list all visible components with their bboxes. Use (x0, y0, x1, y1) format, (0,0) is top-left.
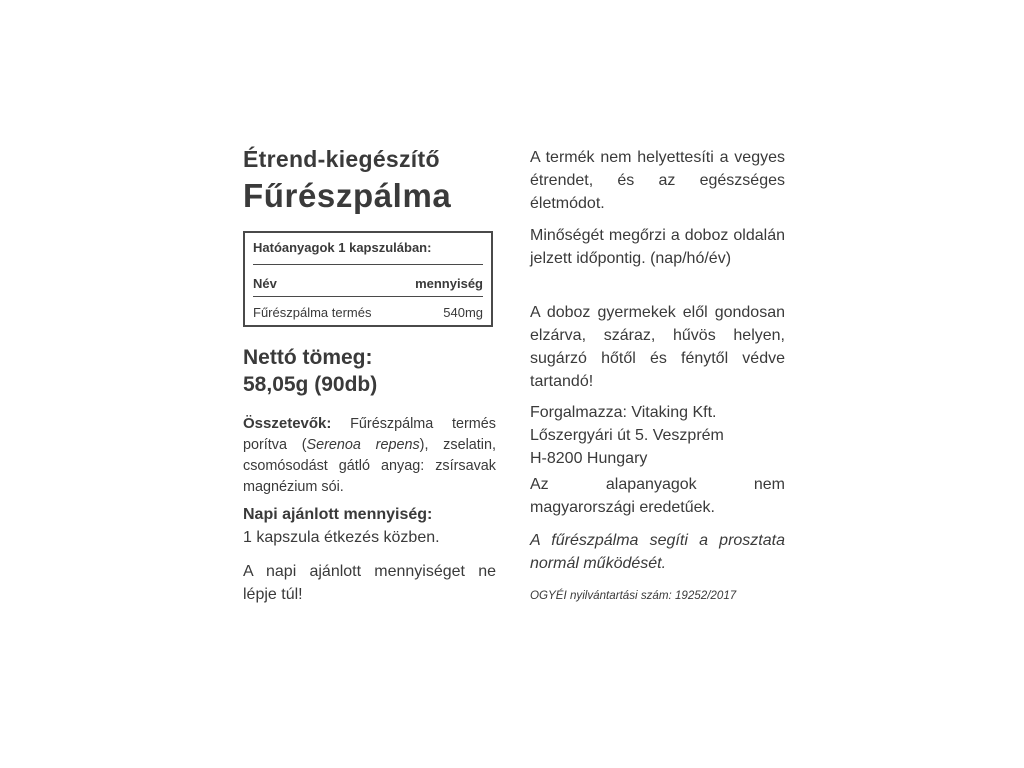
distributor (530, 401, 785, 470)
net-weight-value: 58,05g (90db) (243, 373, 378, 396)
diet-notice: A termék nem helyettesíti a vegyes étrendet, és az egészséges életmódot. (530, 149, 785, 212)
column-amount: mennyiség (415, 276, 483, 291)
distributor-address: Lőszergyári út 5. Veszprém (530, 427, 724, 444)
ingredient-name: Fűrészpálma termés (253, 305, 372, 320)
divider (253, 264, 483, 265)
column-name: Név (253, 276, 277, 291)
ingredients-part2: ), zselatin, csomósodást gátló anyag: zsírsavak magnézium sói. (243, 437, 496, 495)
table-header (253, 240, 483, 255)
ingredients-text (243, 413, 496, 498)
table-header-label: Hatóanyagok 1 kapszulában: (253, 240, 432, 255)
divider (253, 296, 483, 297)
table-row (253, 305, 483, 320)
storage-notice: A doboz gyermekek elől gondosan elzárva, száraz, hűvös helyen, sugárzó hőtől és fénytől védve tartandó! (530, 304, 785, 390)
net-weight-label: Nettó tömeg: (243, 346, 373, 369)
active-ingredients-table (243, 231, 493, 327)
daily-dose (243, 503, 440, 549)
health-claim: A fűrészpálma segíti a prosztata normál működését. (530, 532, 785, 572)
latin-name: Serenoa repens (306, 437, 420, 453)
dose-warning: A napi ajánlott mennyiséget ne lépje túl! (243, 563, 496, 603)
registration-number: OGYÉI nyilvántartási szám: 19252/2017 (530, 589, 737, 602)
origin-notice: Az alapanyagok nem magyarországi eredetűek. (530, 476, 785, 516)
distributor-name: Forgalmazza: Vitaking Kft. (530, 404, 717, 421)
best-before-notice: Minőségét megőrzi a doboz oldalán jelzett időpontig. (nap/hó/év) (530, 227, 785, 267)
distributor-country: H-8200 Hungary (530, 450, 648, 467)
daily-dose-value: 1 kapszula étkezés közben. (243, 529, 440, 546)
product-category: Étrend-kiegészítő (243, 146, 440, 172)
table-column-headers (253, 276, 483, 291)
ingredients-label: Összetevők: (243, 415, 332, 432)
product-title: Fűrészpálma (243, 177, 452, 214)
daily-dose-label: Napi ajánlott mennyiség: (243, 506, 433, 523)
ingredient-amount: 540mg (443, 305, 483, 320)
net-weight (243, 344, 377, 398)
ingredients-part1: Fűrészpálma termés porítva ( (243, 416, 496, 453)
